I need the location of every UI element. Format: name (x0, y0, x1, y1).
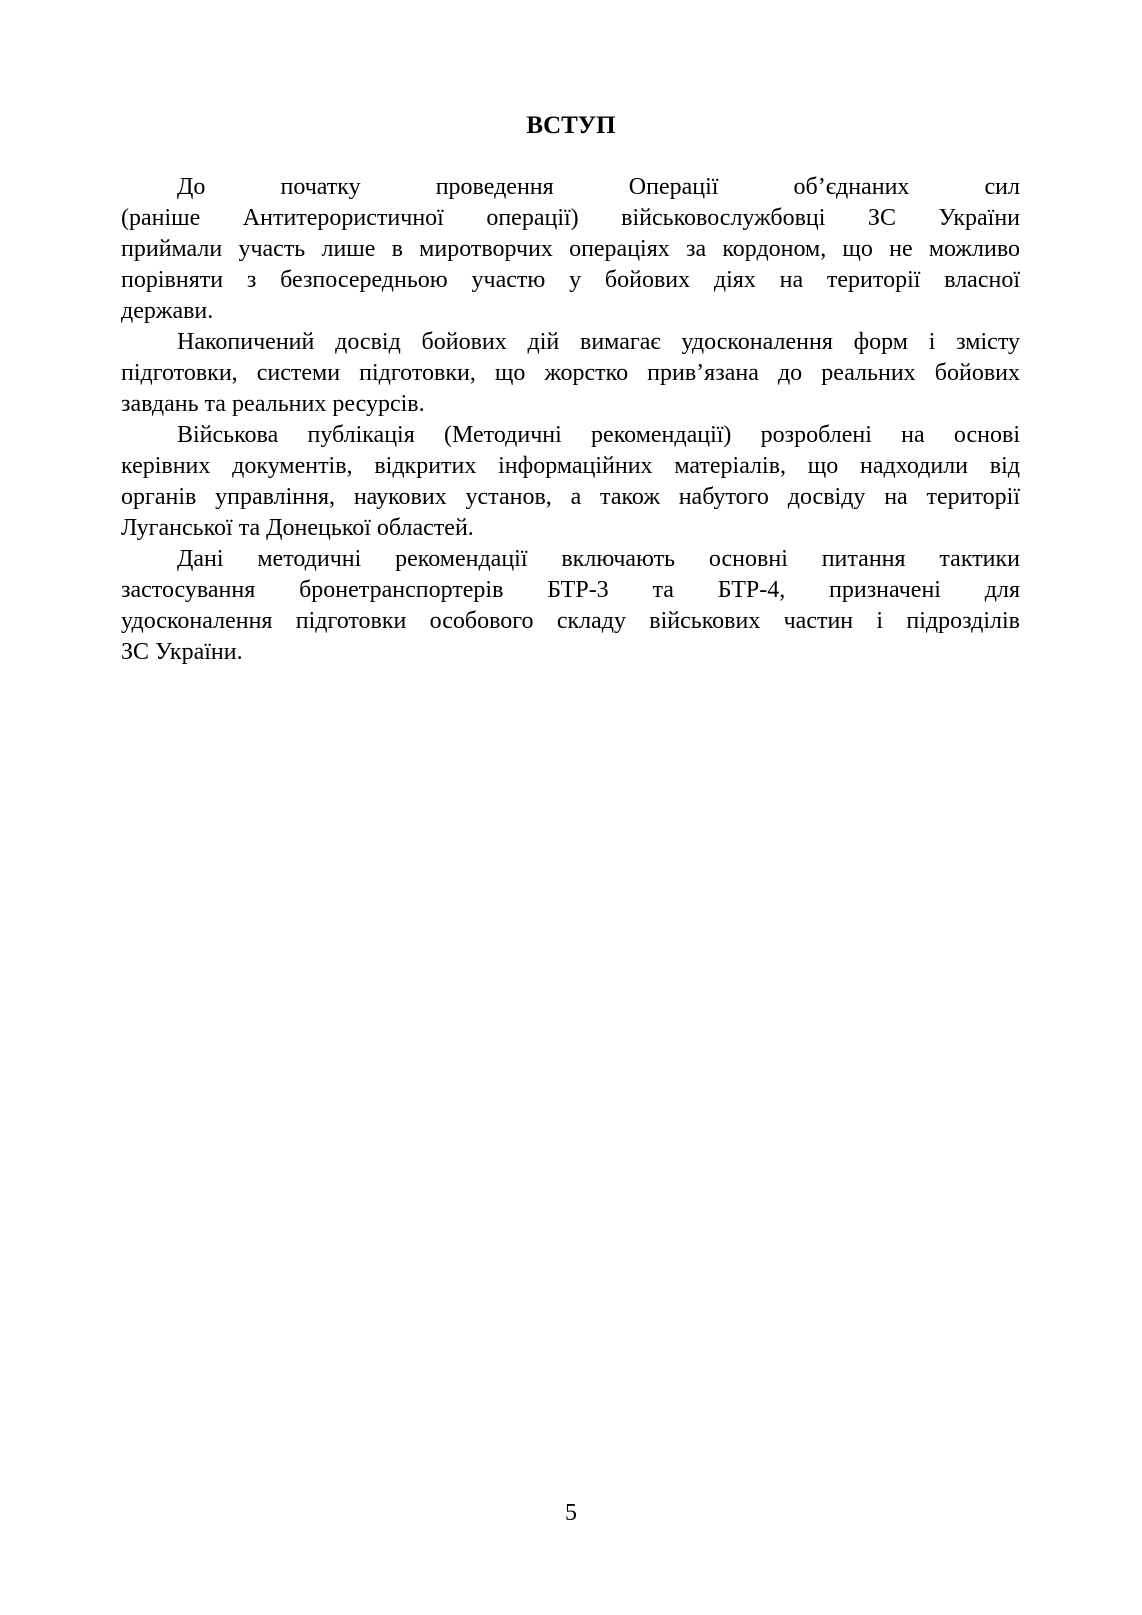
text-line: порівняти з безпосередньою участю у бойових діях на території власної (121, 267, 1020, 293)
paragraph (121, 544, 1020, 668)
text-line: Луганської та Донецької областей. (121, 515, 474, 541)
text-line: приймали участь лише в миротворчих операціях за кордоном, що не можливо (121, 236, 1020, 262)
text-line: застосування бронетранспортерів БТР-3 та БТР-4, призначені для (121, 577, 1020, 603)
text-line: підготовки, системи підготовки, що жорстко прив’язана до реальних бойових (121, 360, 1020, 386)
paragraph (121, 420, 1020, 544)
text-line: Накопичений досвід бойових дій вимагає удосконалення форм і змісту (177, 329, 1020, 355)
text-line: держави. (121, 298, 214, 324)
paragraph (121, 327, 1020, 420)
text-line: (раніше Антитерористичної операції) військовослужбовці ЗС України (121, 205, 1020, 231)
text-line: керівних документів, відкритих інформаційних матеріалів, що надходили від (121, 453, 1020, 479)
paragraph (121, 172, 1020, 327)
document-body (121, 172, 1020, 668)
text-line: ЗС України. (121, 639, 243, 665)
page-number: 5 (565, 1500, 577, 1526)
text-line: завдань та реальних ресурсів. (121, 391, 425, 417)
text-line: удосконалення підготовки особового складу військових частин і підрозділів (121, 608, 1020, 634)
text-line: органів управління, наукових установ, а також набутого досвіду на території (121, 484, 1020, 510)
text-line: Військова публікація (Методичні рекомендації) розроблені на основі (177, 422, 1020, 448)
page-title: ВСТУП (526, 112, 616, 139)
text-line: До початку проведення Операції об’єднаних сил (177, 174, 1020, 200)
text-line: Дані методичні рекомендації включають основні питання тактики (177, 546, 1020, 572)
